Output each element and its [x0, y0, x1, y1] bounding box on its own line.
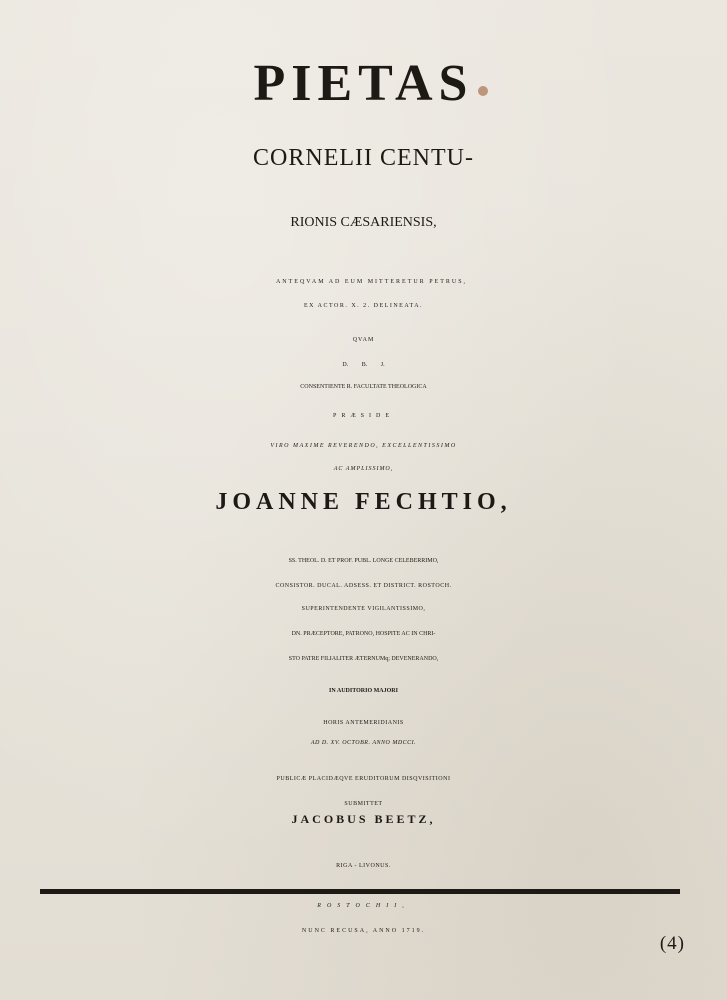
- ss-theol-line: SS. THEOL. D. ET PROF. PUBL. LONGE CELEBERRIMO,: [288, 558, 439, 564]
- divider-rule: [40, 889, 680, 894]
- publicae-line: PUBLICÆ PLACIDÆQVE ERUDITORUM DISQVISITIONI: [276, 776, 451, 782]
- horis-line: HORIS ANTEMERIDIANIS: [323, 720, 404, 726]
- date-line: AD D. XV. OCTOBR. ANNO MDCCI.: [310, 740, 417, 746]
- praeside-line: PRÆSIDE: [332, 413, 394, 419]
- quam-line: QVAM: [352, 337, 375, 343]
- subtitle-line-1: CORNELII CENTU-: [253, 145, 474, 171]
- dn-line-2: STO PATRE FILIALITER ÆTERNUMq; DEVENERANDO,: [288, 656, 439, 662]
- dn-line-1: DN. PRÆCEPTORE, PATRONO, HOSPITE AC IN CHRI-: [291, 631, 436, 637]
- viro-line-2: AC AMPLISSIMO,: [333, 466, 394, 472]
- in-auditorio-line: IN AUDITORIO MAJORI: [329, 688, 398, 694]
- antequam-line-2: EX ACTOR. X. 2. DELINEATA.: [303, 303, 424, 309]
- imprint-line: NUNC RECUSA, ANNO 1719.: [301, 928, 426, 934]
- antequam-line-1: ANTEQVAM AD EUM MITTERETUR PETRUS,: [275, 279, 468, 285]
- subtitle-line-2: RIONIS CÆSARIENSIS,: [290, 215, 437, 230]
- dbj-line: D. B. J.: [342, 362, 385, 368]
- consistor-line: CONSISTOR. DUCAL. ADSESS. ET DISTRICT. ROSTOCH.: [275, 583, 452, 589]
- praeses-name: JOANNE FECHTIO,: [215, 489, 512, 515]
- viro-line-1: VIRO MAXIME REVERENDO, EXCELLENTISSIMO: [270, 443, 457, 449]
- imprint-city: ROSTOCHII,: [317, 903, 410, 909]
- consentiente-line: CONSENTIENTE R. FACULTATE THEOLOGICA: [300, 384, 427, 390]
- superintendente-line: SUPERINTENDENTE VIGILANTISSIMO,: [301, 606, 426, 612]
- submittet-line: SUBMITTET: [344, 801, 383, 807]
- respondent-name: JACOBUS BEETZ,: [291, 812, 436, 826]
- respondent-origin: RIGA - LIVONUS.: [336, 863, 391, 869]
- page-number: (4): [659, 933, 685, 954]
- title: PIETAS: [253, 55, 474, 112]
